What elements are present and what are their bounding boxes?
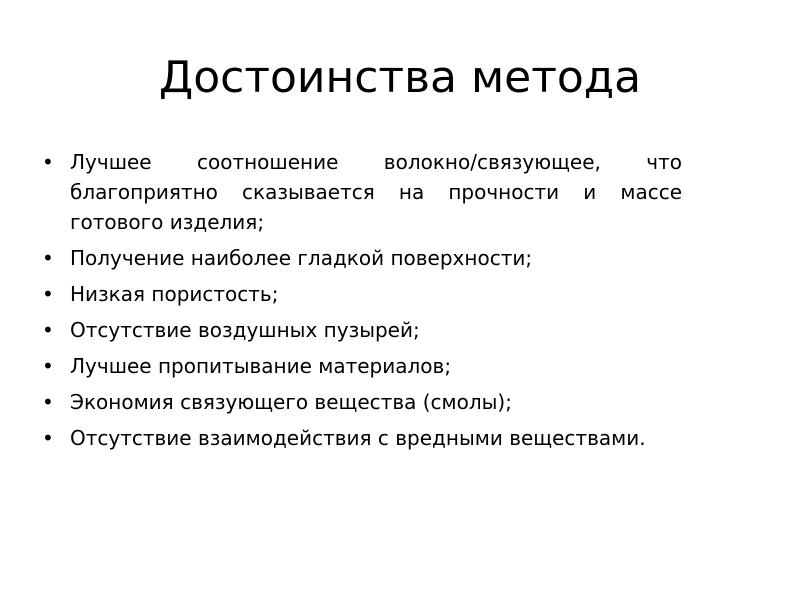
bullet-text: Отсутствие взаимодействия с вредными веществами. <box>70 426 646 450</box>
bullet-item <box>40 315 682 345</box>
bullet-list <box>40 147 682 459</box>
bullet-item <box>40 423 682 453</box>
bullet-text: Получение наиболее гладкой поверхности; <box>70 246 533 270</box>
bullet-text: Экономия связующего вещества (смолы); <box>70 390 512 414</box>
bullet-item <box>40 351 682 381</box>
bullet-text: Лучшее соотношение волокно/связующее, что благоприятно сказывается на прочности и массе готового изделия; <box>70 150 682 234</box>
bullet-item <box>40 243 682 273</box>
bullet-item <box>40 279 682 309</box>
bullet-item <box>40 387 682 417</box>
slide-title: Достоинства метода <box>158 52 642 103</box>
bullet-item <box>40 147 682 237</box>
bullet-text: Отсутствие воздушных пузырей; <box>70 318 420 342</box>
bullet-text: Лучшее пропитывание материалов; <box>70 354 452 378</box>
bullet-text: Низкая пористость; <box>70 282 279 306</box>
